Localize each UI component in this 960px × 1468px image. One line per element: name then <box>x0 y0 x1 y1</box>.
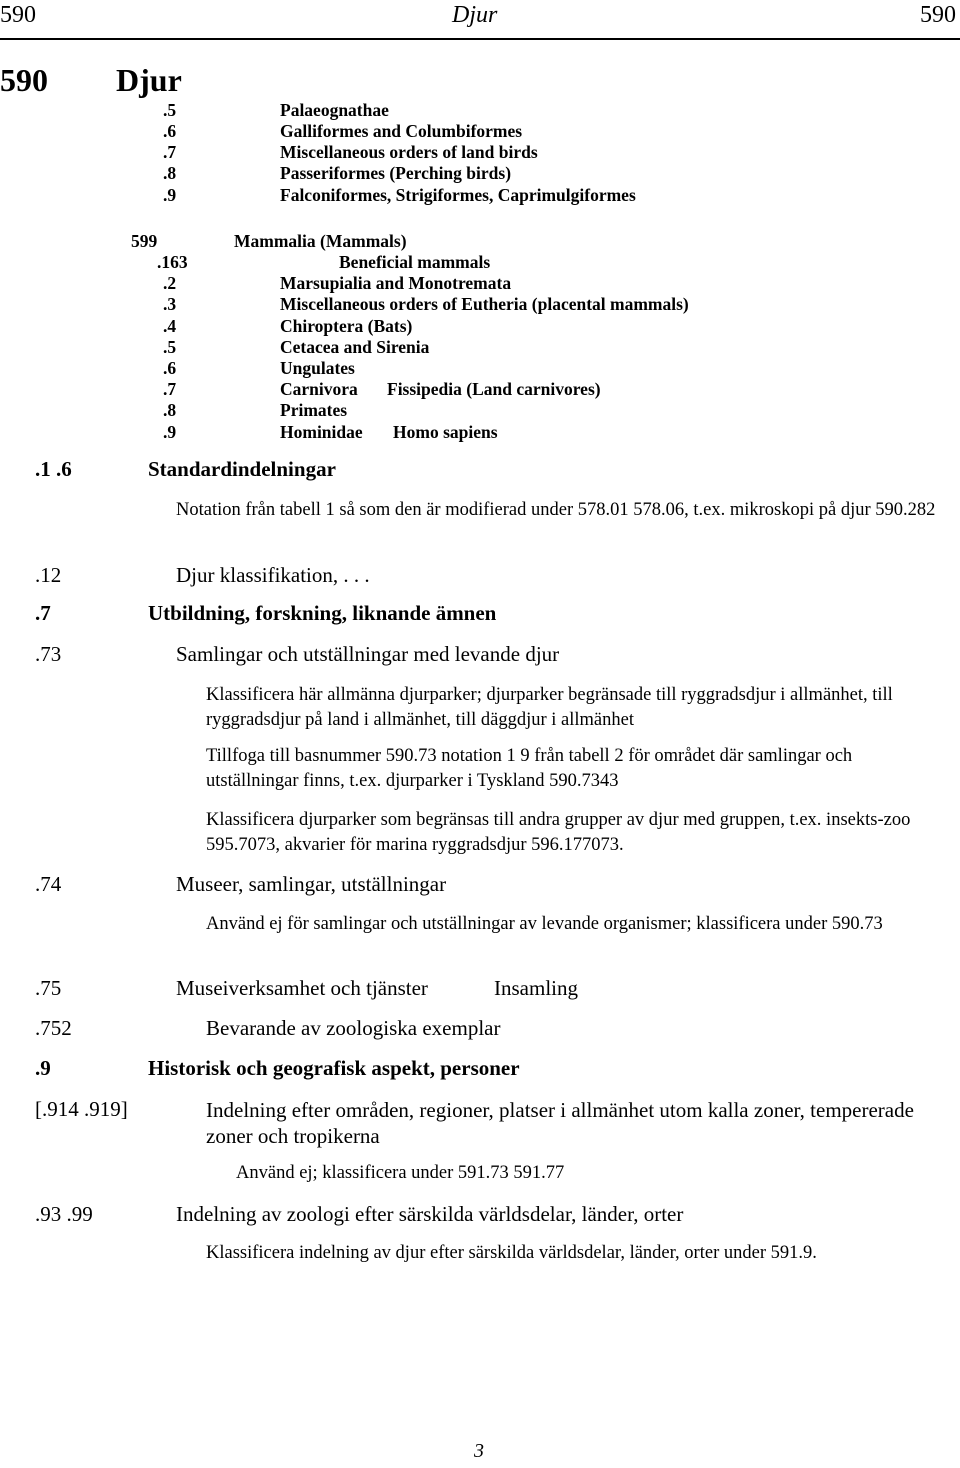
section-heading: Historisk och geografisk aspekt, personer <box>148 1056 520 1080</box>
mammal-label: Cetacea and Sirenia <box>280 337 430 357</box>
section-heading: Bevarande av zoologiska exemplar <box>206 1016 501 1040</box>
header-page-number-right: 590 <box>920 2 956 28</box>
section-code: .93 .99 <box>35 1202 93 1226</box>
mammal-label: Ungulates <box>280 358 355 378</box>
section-code: .75 <box>35 976 62 1000</box>
section-code: .74 <box>35 872 62 896</box>
bird-code: .7 <box>163 142 177 162</box>
section-note: Klassificera här allmänna djurparker; djurparker begränsade till ryggradsdjur i allmänhet, till ryggradsdjur på land i allmänhet, till däggdjur i allmänhet <box>206 685 893 730</box>
bird-label: Falconiformes, Strigiformes, Caprimulgiformes <box>280 185 636 205</box>
mammal-group-code: 599 <box>131 231 158 251</box>
header-title: Djur <box>452 2 498 28</box>
header-page-number-left: 590 <box>0 2 36 28</box>
section-code: [.914 .919] <box>35 1097 128 1121</box>
section-heading: Indelning av zoologi efter särskilda världsdelar, länder, orter <box>176 1202 684 1226</box>
mammal-group-label: Mammalia (Mammals) <box>234 231 407 251</box>
mammal-code: .8 <box>163 400 177 420</box>
section-note: Tillfoga till basnummer 590.73 notation 1 9 från tabell 2 för området där samlingar och utställningar finns, t.ex. djurparker i Tyskland 590.7343 <box>206 746 853 791</box>
mammal-extra: Fissipedia (Land carnivores) <box>387 379 601 399</box>
mammal-code: .5 <box>163 337 177 357</box>
mammal-code: .7 <box>163 379 177 399</box>
section-note: Klassificera indelning av djur efter särskilda världsdelar, länder, orter under 591.9. <box>206 1243 817 1263</box>
section-heading: Utbildning, forskning, liknande ämnen <box>148 601 497 625</box>
section-heading: Samlingar och utställningar med levande djur <box>176 642 560 666</box>
bird-code: .6 <box>163 121 177 141</box>
mammal-code: .3 <box>163 294 177 314</box>
mammal-extra: Homo sapiens <box>393 422 498 442</box>
mammal-code: .163 <box>157 252 188 272</box>
mammal-label: Beneficial mammals <box>339 252 491 272</box>
section-code: .752 <box>35 1016 72 1040</box>
mammal-label: Marsupialia and Monotremata <box>280 273 512 293</box>
mammal-label: Primates <box>280 400 348 420</box>
section-heading: Indelning efter områden, regioner, platser i allmänhet utom kalla zoner, tempererade zoner och tropikerna <box>206 1098 914 1148</box>
section-code: .9 <box>35 1056 51 1080</box>
mammal-code: .2 <box>163 273 177 293</box>
bird-label: Miscellaneous orders of land birds <box>280 142 538 162</box>
section-code: .1 .6 <box>35 457 72 481</box>
section-heading: Standardindelningar <box>148 457 336 481</box>
mammal-code: .4 <box>163 316 177 336</box>
bird-code: .8 <box>163 163 177 183</box>
header-rule <box>0 38 960 40</box>
section-code: .12 <box>35 563 62 587</box>
bird-label: Galliformes and Columbiformes <box>280 121 523 141</box>
bird-code: .9 <box>163 185 177 205</box>
section-heading: Djur klassifikation, . . . <box>176 563 370 587</box>
section-heading: Museiverksamhet och tjänster <box>176 976 428 1000</box>
page-title: Djur <box>116 62 182 98</box>
mammal-label: Chiroptera (Bats) <box>280 316 413 336</box>
footer-page-number: 3 <box>474 1440 484 1462</box>
section-code: .7 <box>35 601 51 625</box>
mammal-code: .6 <box>163 358 177 378</box>
section-note: Använd ej för samlingar och utställningar av levande organismer; klassificera under 590.73 <box>206 914 883 934</box>
bird-label: Palaeognathae <box>280 100 389 120</box>
mammal-label: Miscellaneous orders of Eutheria (placental mammals) <box>280 294 689 314</box>
mammal-label: Carnivora <box>280 379 358 399</box>
section-heading: Museer, samlingar, utställningar <box>176 872 447 896</box>
section-note: Klassificera djurparker som begränsas till andra grupper av djur med gruppen, t.ex. insekts-zoo 595.7073, akvarier för marina ryggradsdjur 596.177073. <box>206 810 911 855</box>
class-number: 590 <box>0 62 48 98</box>
section-code: .73 <box>35 642 62 666</box>
mammal-label: Hominidae <box>280 422 363 442</box>
section-extra: Insamling <box>494 976 578 1000</box>
section-note: Notation från tabell 1 så som den är modifierad under 578.01 578.06, t.ex. mikroskopi på djur 590.282 <box>176 500 936 520</box>
bird-code: .5 <box>163 100 177 120</box>
bird-label: Passeriformes (Perching birds) <box>280 163 512 183</box>
section-note: Använd ej; klassificera under 591.73 591.77 <box>236 1163 565 1183</box>
mammal-code: .9 <box>163 422 177 442</box>
